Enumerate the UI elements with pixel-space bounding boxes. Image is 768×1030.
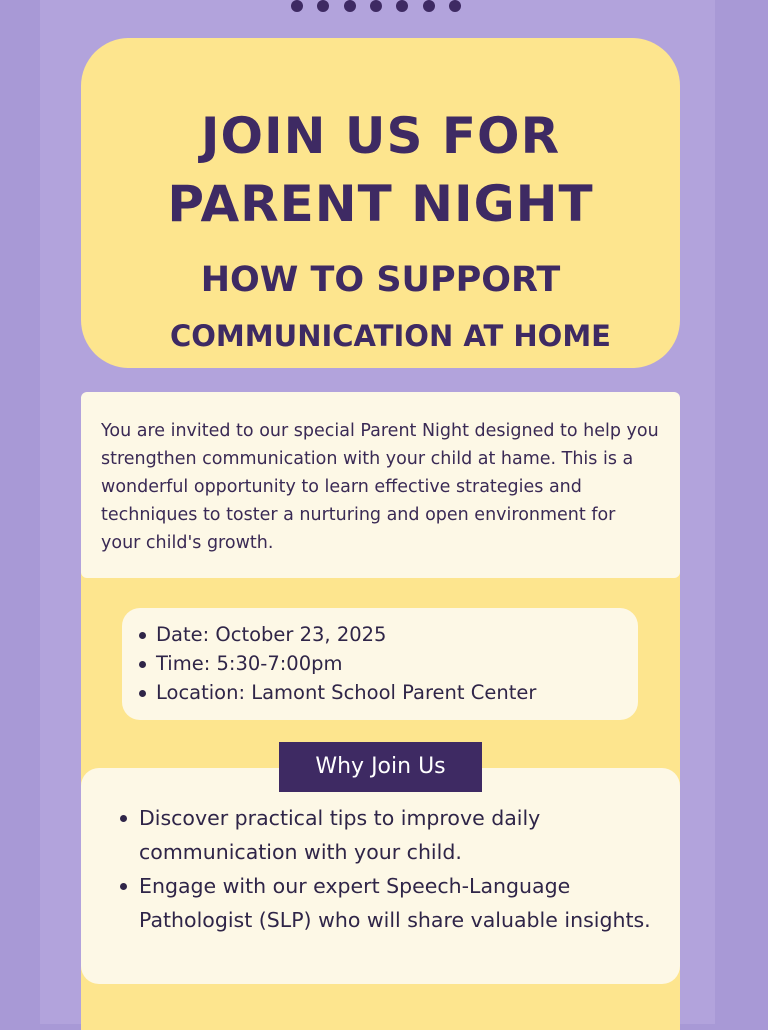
list-item: Engage with our expert Speech-Language Pathologist (SLP) who will share valuable insights. bbox=[117, 869, 660, 937]
event-date: Date: October 23, 2025 bbox=[136, 620, 628, 649]
intro-text: You are invited to our special Parent Night designed to help you strengthen communication with your child at hame. This is a wonderful opportunity to learn effective strategies and techniques to toster a nurturing and open environment for your child's growth. bbox=[101, 421, 659, 553]
event-time: Time: 5:30-7:00pm bbox=[136, 649, 628, 678]
list-item: Discover practical tips to improve daily communication with your child. bbox=[117, 801, 660, 869]
why-join-list bbox=[117, 801, 660, 937]
subtitle-line-2: COMMUNICATION AT HOME bbox=[170, 319, 611, 353]
event-details-list bbox=[136, 620, 628, 707]
why-join-heading: Why Join Us bbox=[279, 742, 482, 792]
dot-icon bbox=[344, 0, 356, 12]
event-location: Location: Lamont School Parent Center bbox=[136, 678, 628, 707]
dot-icon bbox=[423, 0, 435, 12]
title-line-1: JOIN US FOR bbox=[200, 107, 561, 165]
page-title bbox=[81, 102, 680, 238]
dot-icon bbox=[449, 0, 461, 12]
dot-icon bbox=[370, 0, 382, 12]
dot-icon bbox=[396, 0, 408, 12]
subtitle-line-1: HOW TO SUPPORT bbox=[200, 260, 561, 300]
event-details-card bbox=[122, 608, 638, 720]
dot-icon bbox=[317, 0, 329, 12]
intro-card bbox=[81, 392, 680, 578]
header-card bbox=[81, 38, 680, 368]
decorative-dots bbox=[291, 0, 461, 14]
dot-icon bbox=[291, 0, 303, 12]
why-join-card bbox=[81, 768, 680, 984]
title-line-2: PARENT NIGHT bbox=[167, 175, 594, 233]
